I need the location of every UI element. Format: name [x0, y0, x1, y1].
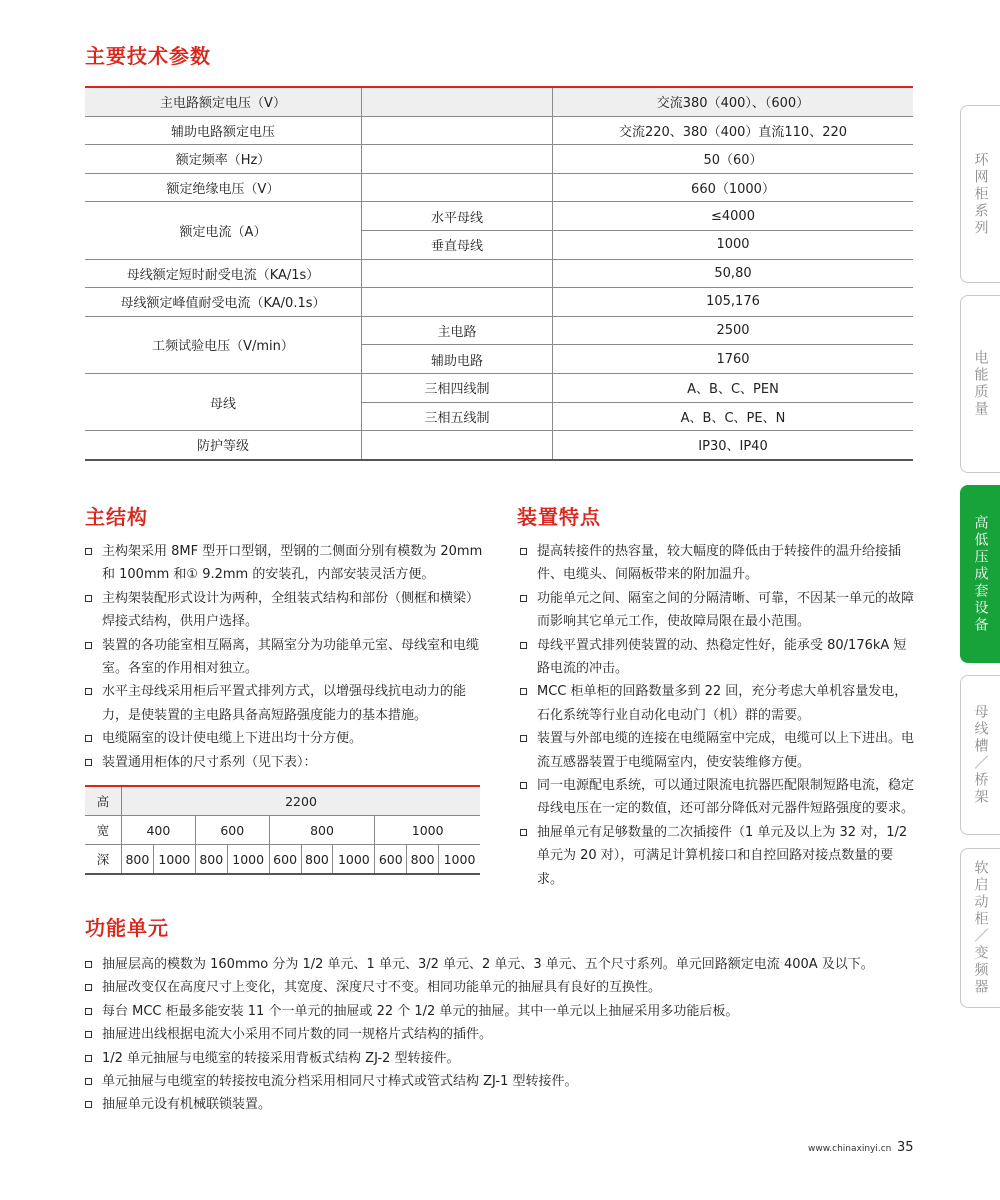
side-tab-label: 环网柜系列 [972, 151, 989, 237]
list-item [520, 540, 915, 587]
table-row [85, 116, 913, 145]
bullet-icon [520, 829, 527, 836]
spec-value: 105,176 [553, 288, 914, 317]
bullet-icon [85, 1031, 92, 1038]
spec-label: 母线 [85, 373, 362, 430]
spec-sub: 三相四线制 [362, 373, 553, 402]
table-row [85, 288, 913, 317]
bullet-icon [85, 1008, 92, 1015]
list-item [520, 727, 915, 774]
spec-value: 交流380（400）、（600） [553, 87, 914, 116]
list-item [85, 1023, 925, 1046]
size-cell: 1000 [375, 816, 480, 845]
bullet-icon [520, 548, 527, 555]
size-row-label: 宽 [85, 816, 122, 845]
spec-sub [362, 173, 553, 202]
spec-label: 额定电流（A） [85, 202, 362, 259]
size-cell: 1000 [153, 845, 195, 875]
bullet-icon [85, 642, 92, 649]
spec-value: IP30、IP40 [553, 431, 914, 460]
spec-value: 2500 [553, 316, 914, 345]
list-item-text: 抽屉单元设有机械联锁装置。 [102, 1097, 272, 1113]
list-item-text: 装置通用柜体的尺寸系列（见下表）： [102, 754, 317, 770]
side-tab-soft-starter[interactable] [960, 848, 1000, 1008]
spec-value: 660（1000） [553, 173, 914, 202]
bullet-icon [85, 735, 92, 742]
list-item [85, 680, 485, 727]
list-item [520, 774, 915, 821]
size-cell: 800 [301, 845, 333, 875]
spec-value: A、B、C、PE、N [553, 402, 914, 431]
side-tab-busway-tray[interactable] [960, 675, 1000, 835]
list-item-text: 抽屉单元有足够数量的二次插接件（1 单元及以上为 32 对，1/2 单元为 20 对），可满足计算机接口和自控回路对接点数量的要求。 [537, 824, 908, 887]
spec-sub: 主电路 [362, 316, 553, 345]
spec-value: A、B、C、PEN [553, 373, 914, 402]
structure-section-title: 主结构 [85, 505, 148, 529]
size-cell: 1000 [333, 845, 375, 875]
bullet-icon [85, 1055, 92, 1062]
size-cell: 1000 [439, 845, 480, 875]
size-cell: 2200 [122, 786, 481, 816]
bullet-icon [520, 688, 527, 695]
spec-sub [362, 145, 553, 174]
cabinet-size-table [85, 785, 480, 875]
list-item [85, 540, 485, 587]
list-item-text: 装置的各功能室相互隔离，其隔室分为功能单元室、母线室和电缆室。各室的作用相对独立。 [102, 637, 480, 677]
features-list [520, 540, 915, 891]
functional-list [85, 953, 925, 1117]
list-item [520, 587, 915, 634]
side-tab-label: 电能质量 [972, 350, 989, 418]
bullet-icon [520, 642, 527, 649]
spec-value: 1760 [553, 345, 914, 374]
spec-value: 1000 [553, 230, 914, 259]
size-row-label: 深 [85, 845, 122, 875]
spec-value: 50（60） [553, 145, 914, 174]
side-tab-power-quality[interactable] [960, 295, 1000, 473]
table-row [85, 816, 480, 845]
list-item-text: 1/2 单元抽屉与电缆室的转接采用背板式结构 ZJ-2 型转接件。 [102, 1050, 460, 1066]
size-cell: 800 [122, 845, 154, 875]
list-item-text: 电缆隔室的设计使电缆上下进出均十分方便。 [102, 731, 363, 747]
spec-sub: 垂直母线 [362, 230, 553, 259]
list-item-text: 同一电源配电系统，可以通过限流电抗器匹配限制短路电流，稳定母线电压在一定的数值，还可部分降低对元器件短路强度的要求。 [537, 778, 915, 817]
spec-sub [362, 431, 553, 460]
list-item [85, 1047, 925, 1070]
list-item-text: 主构架采用 8MF 型开口型钢，型钢的二侧面分别有模数为 20mm 和 100mm 和① 9.2mm 的安装孔，内部安装灵活方便。 [102, 544, 483, 583]
bullet-icon [85, 548, 92, 555]
list-item-text: 主构架装配形式设计为两种，全组装式结构和部份（侧框和横梁）焊接式结构，供用户选择。 [102, 590, 480, 630]
spec-label: 母线额定峰值耐受电流（KA/0.1s） [85, 288, 362, 317]
side-tab-switchgear[interactable] [960, 485, 1000, 663]
table-row [85, 173, 913, 202]
table-row [85, 786, 480, 816]
bullet-icon [85, 984, 92, 991]
size-cell: 800 [195, 845, 227, 875]
page-number: 35 [897, 1140, 914, 1155]
table-row [85, 145, 913, 174]
bullet-icon [85, 1078, 92, 1085]
side-tab-label: 高低压成套设备 [972, 514, 989, 634]
list-item-text: 抽屉层高的模数为 160mmo 分为 1/2 单元、1 单元、3/2 单元、2 单元、3 单元、五个尺寸系列。单元回路额定电流 400A 及以下。 [102, 957, 874, 972]
spec-sub: 辅助电路 [362, 345, 553, 374]
table-row [85, 373, 913, 402]
list-item [85, 1000, 925, 1023]
table-row [85, 259, 913, 288]
spec-sub: 三相五线制 [362, 402, 553, 431]
list-item-text: 抽屉进出线根据电流大小采用不同片数的同一规格片式结构的插件。 [102, 1027, 493, 1043]
spec-value: ≤4000 [553, 202, 914, 231]
table-row [85, 431, 913, 460]
spec-section-title: 主要技术参数 [85, 44, 211, 68]
size-cell: 600 [269, 845, 301, 875]
list-item-text: 抽屉改变仅在高度尺寸上变化，其宽度、深度尺寸不变。相同功能单元的抽屉具有良好的互换性。 [102, 980, 662, 996]
spec-label: 额定绝缘电压（V） [85, 173, 362, 202]
list-item [520, 821, 915, 891]
list-item [85, 1093, 925, 1116]
spec-label: 母线额定短时耐受电流（KA/1s） [85, 259, 362, 288]
list-item [520, 680, 915, 727]
spec-value: 交流220、380（400）直流110、220 [553, 116, 914, 145]
spec-sub [362, 259, 553, 288]
functional-section-title: 功能单元 [85, 916, 169, 940]
spec-value: 50,80 [553, 259, 914, 288]
list-item [85, 634, 485, 681]
side-tab-label: 母线槽／桥架 [972, 704, 989, 806]
bullet-icon [520, 735, 527, 742]
list-item [85, 953, 925, 976]
bullet-icon [85, 961, 92, 968]
size-cell: 600 [195, 816, 269, 845]
bullet-icon [85, 759, 92, 766]
list-item [85, 587, 485, 634]
table-row [85, 87, 913, 116]
spec-sub [362, 116, 553, 145]
spec-sub: 水平母线 [362, 202, 553, 231]
bullet-icon [85, 688, 92, 695]
bullet-icon [520, 595, 527, 602]
spec-label: 防护等级 [85, 431, 362, 460]
size-cell: 800 [407, 845, 439, 875]
size-cell: 800 [269, 816, 375, 845]
list-item [85, 1070, 925, 1093]
spec-label: 额定频率（Hz） [85, 145, 362, 174]
list-item-text: 母线平置式排列使装置的动、热稳定性好，能承受 80/176kA 短路电流的冲击。 [537, 637, 907, 677]
spec-label: 辅助电路额定电压 [85, 116, 362, 145]
list-item-text: MCC 柜单柜的回路数量多到 22 回，充分考虑大单机容量发电，石化系统等行业自动化电动门（机）群的需要。 [537, 684, 908, 723]
list-item [85, 976, 925, 999]
list-item [85, 751, 485, 774]
spec-sub [362, 87, 553, 116]
spec-table [85, 86, 913, 461]
list-item-text: 功能单元之间、隔室之间的分隔清晰、可靠，不因某一单元的故障而影响其它单元工作，使故障局限在最小范围。 [537, 590, 915, 630]
size-row-label: 高 [85, 786, 122, 816]
list-item-text: 提高转接件的热容量，较大幅度的降低由于转接件的温升给接插件、电缆头、间隔板带来的附加温升。 [537, 544, 902, 583]
side-tab-ring-main-unit[interactable] [960, 105, 1000, 283]
features-section-title: 装置特点 [517, 505, 601, 529]
bullet-icon [85, 1101, 92, 1108]
list-item [520, 634, 915, 681]
list-item-text: 每台 MCC 柜最多能安装 11 个一单元的抽屉或 22 个 1/2 单元的抽屉。其中一单元以上抽屉采用多功能后板。 [102, 1003, 739, 1019]
size-cell: 400 [122, 816, 196, 845]
footer-url: www.chinaxinyi.cn [808, 1144, 892, 1154]
spec-sub [362, 288, 553, 317]
table-row [85, 202, 913, 231]
list-item [85, 727, 485, 750]
size-cell: 1000 [227, 845, 269, 875]
spec-label: 工频试验电压（V/min） [85, 316, 362, 373]
table-row [85, 845, 480, 875]
size-cell: 600 [375, 845, 407, 875]
structure-list [85, 540, 485, 774]
bullet-icon [520, 782, 527, 789]
spec-label: 主电路额定电压（V） [85, 87, 362, 116]
list-item-text: 单元抽屉与电缆室的转接按电流分档采用相同尺寸棒式或管式结构 ZJ-1 型转接件。 [102, 1074, 578, 1090]
side-tab-label: 软启动柜／变频器 [972, 860, 989, 996]
list-item-text: 水平主母线采用柜后平置式排列方式，以增强母线抗电动力的能力，是使装置的主电路具备高短路强度能力的基本措施。 [102, 684, 467, 723]
table-row [85, 316, 913, 345]
list-item-text: 装置与外部电缆的连接在电缆隔室中完成，电缆可以上下进出。电流互感器装置于电缆隔室内，使安装维修方便。 [537, 731, 915, 770]
bullet-icon [85, 595, 92, 602]
